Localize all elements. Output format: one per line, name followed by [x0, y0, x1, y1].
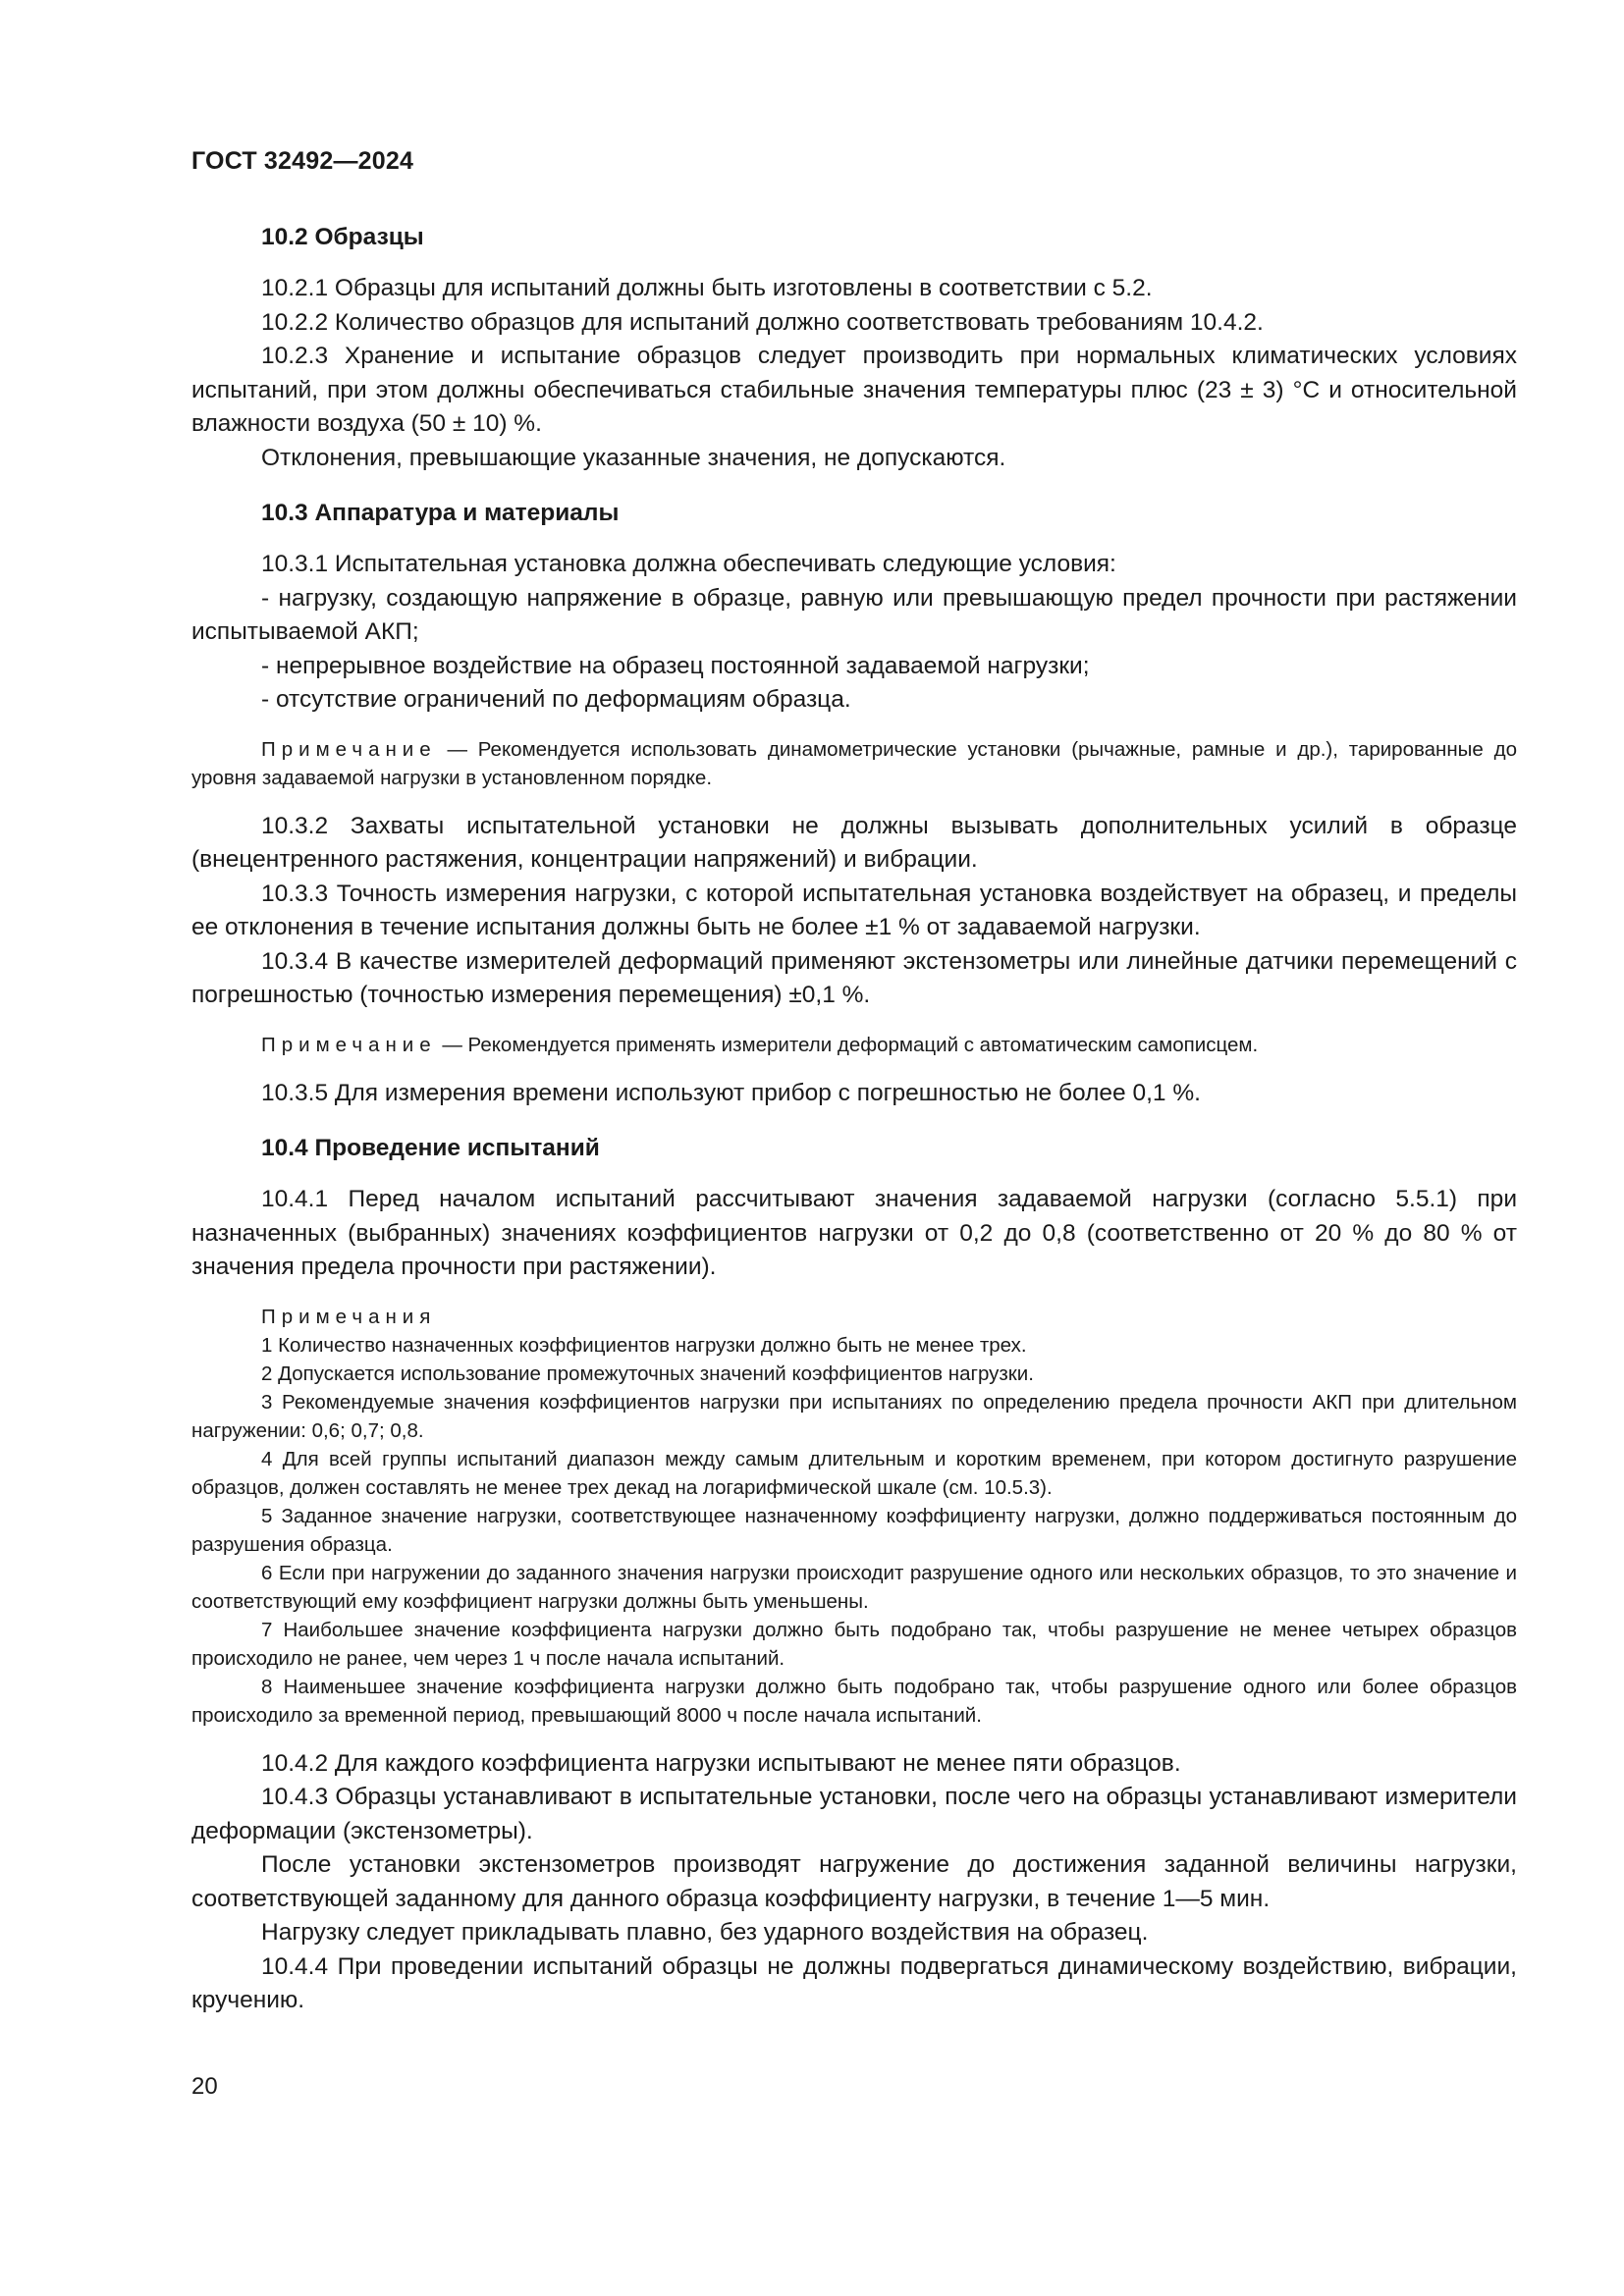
paragraph: 10.3.5 Для измерения времени используют прибор с погрешностью не более 0,1 %. — [261, 1079, 1201, 1106]
note-item: 7 Наибольшее значение коэффициента нагрузки должно быть подобрано так, чтобы разрушение не менее четырех образцов происходило не ранее, чем через 1 ч после начала испытаний. — [191, 1618, 1517, 1670]
paragraph: 10.4.1 Перед началом испытаний рассчитывают значения задаваемой нагрузки (согласно 5.5.1) при назначенных (выбранных) значениях коэффициентов нагрузки от 0,2 до 0,8 (соответственно от 20 % до 80 % от значения предела прочности при растяжении). — [191, 1186, 1517, 1280]
paragraph: 10.3.2 Захваты испытательной установки не должны вызывать дополнительных усилий в образце (внецентренного растяжения, концентрации напряжений) и вибрации. — [191, 812, 1517, 873]
paragraph: 10.3.4 В качестве измерителей деформаций применяют экстензометры или линейные датчики перемещений с погрешностью (точностью измерения перемещения) ±0,1 %. — [191, 947, 1517, 1008]
note — [191, 1031, 1517, 1059]
page-number: 20 — [191, 2073, 218, 2100]
page-content — [191, 221, 1517, 2018]
paragraph: 10.3.3 Точность измерения нагрузки, с которой испытательная установка воздействует на образец, и пределы ее отклонения в течение испытания должны быть не более ±1 % от задаваемой нагрузки. — [191, 880, 1517, 940]
list-item: - отсутствие ограничений по деформациям образца. — [261, 686, 851, 713]
paragraph: 10.2.2 Количество образцов для испытаний должно соответствовать требованиям 10.4.2. — [261, 308, 1264, 336]
note-item: 4 Для всей группы испытаний диапазон между самым длительным и коротким временем, при котором достигнуто разрушение образцов, должен составлять не менее трех декад на логарифмической шкале (см. 10.5.3). — [191, 1447, 1517, 1499]
note-text: — Рекомендуется применять измерители деформаций с автоматическим самописцем. — [436, 1033, 1259, 1056]
paragraph: 10.4.3 Образцы устанавливают в испытательные установки, после чего на образцы устанавливают измерители деформации (экстензометры). — [191, 1784, 1517, 1844]
note-item: 8 Наименьшее значение коэффициента нагрузки должно быть подобрано так, чтобы разрушение одного или более образцов происходило за временной период, превышающий 8000 ч после начала испытаний. — [191, 1675, 1517, 1727]
paragraph: 10.2.3 Хранение и испытание образцов следует производить при нормальных климатических условиях испытаний, при этом должны обеспечиваться стабильные значения температуры плюс (23 ± 3) °С и относительной влажности воздуха (50 ± 10) %. — [191, 343, 1517, 437]
note-text: — Рекомендуется использовать динамометрические установки (рычажные, рамные и др.), тарированные до уровня задаваемой нагрузки в установленном порядке. — [191, 737, 1517, 789]
document-header: ГОСТ 32492—2024 — [191, 147, 414, 175]
paragraph: 10.2.1 Образцы для испытаний должны быть изготовлены в соответствии с 5.2. — [261, 275, 1153, 301]
list-item: - нагрузку, создающую напряжение в образце, равную или превышающую предел прочности при растяжении испытываемой АКП; — [191, 584, 1517, 645]
paragraph: Нагрузку следует прикладывать плавно, без ударного воздействия на образец. — [261, 1919, 1149, 1946]
notes-label: Примечания — [261, 1305, 437, 1328]
note-item: 3 Рекомендуемые значения коэффициентов нагрузки при испытаниях по определению предела прочности АКП при длительном нагружении: 0,6; 0,7; 0,8. — [191, 1390, 1517, 1442]
paragraph: Отклонения, превышающие указанные значения, не допускаются. — [261, 444, 1006, 471]
paragraph: После установки экстензометров производят нагружение до достижения заданной величины нагрузки, соответствующей заданному для данного образца коэффициенту нагрузки, в течение 1—5 мин. — [191, 1851, 1517, 1912]
list-item: - непрерывное воздействие на образец постоянной задаваемой нагрузки; — [261, 652, 1090, 679]
note-item: 1 Количество назначенных коэффициентов нагрузки должно быть не менее трех. — [261, 1333, 1027, 1357]
paragraph: 10.4.2 Для каждого коэффициента нагрузки испытывают не менее пяти образцов. — [261, 1749, 1181, 1777]
note-label: Примечание — [261, 737, 437, 761]
paragraph: 10.3.1 Испытательная установка должна обеспечивать следующие условия: — [261, 551, 1116, 577]
section-title-10-3: 10.3 Аппаратура и материалы — [261, 500, 620, 526]
paragraph: 10.4.4 При проведении испытаний образцы не должны подвергаться динамическому воздействию, вибрации, кручению. — [191, 1952, 1517, 2013]
note-item: 2 Допускается использование промежуточных значений коэффициентов нагрузки. — [261, 1362, 1034, 1385]
section-title-10-4: 10.4 Проведение испытаний — [261, 1135, 600, 1161]
note-label: Примечание — [261, 1033, 437, 1056]
note — [191, 735, 1517, 792]
section-title-10-2: 10.2 Образцы — [261, 224, 424, 250]
note-item: 6 Если при нагружении до заданного значения нагрузки происходит разрушение одного или нескольких образцов, то это значение и соответствующий ему коэффициент нагрузки должны быть уменьшены. — [191, 1561, 1517, 1613]
note-item: 5 Заданное значение нагрузки, соответствующее назначенному коэффициенту нагрузки, должно поддерживаться постоянным до разрушения образца. — [191, 1504, 1517, 1556]
